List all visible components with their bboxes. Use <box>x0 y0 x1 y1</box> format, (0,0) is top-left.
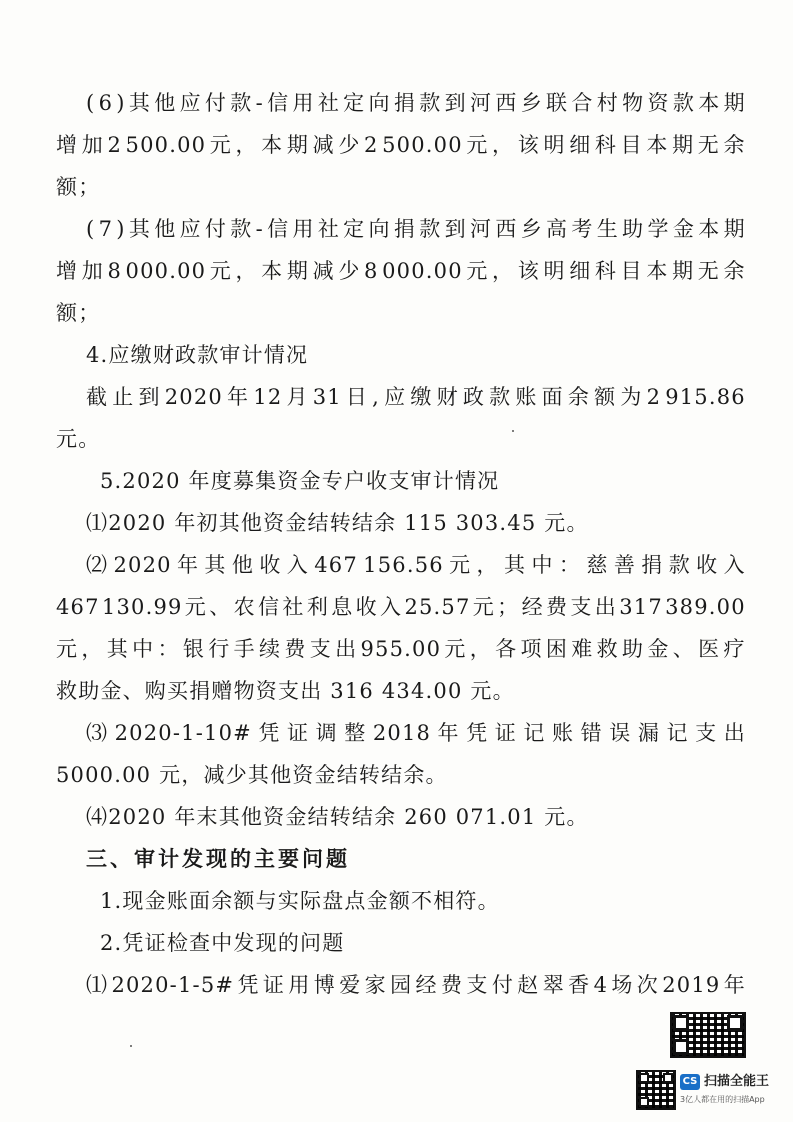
scan-speck <box>130 1045 132 1047</box>
text-line-13: 467 130.99 元 、 农 信 社 利 息 收 入 25.57 元 ； 经 费 支 出 317 389.00 <box>56 595 746 619</box>
scanner-watermark <box>680 1072 790 1114</box>
text-line-11: ⑴2020 年初其他资金结转结余 115 303.45 元。 <box>86 511 589 535</box>
scan-speck <box>512 430 514 432</box>
text-line-3: 额； <box>56 175 101 199</box>
text-line-21: 2.凭证检查中发现的问题 <box>100 931 345 955</box>
text-line-12: ⑵ 2020 年 其 他 收 入 467 156.56 元 ， 其 中 ： 慈 善 捐 款 收 入 <box>86 553 746 577</box>
text-line-20: 1.现金账面余额与实际盘点金额不相符。 <box>100 889 500 913</box>
text-line-22: ⑴ 2020-1-5# 凭 证 用 博 爱 家 园 经 费 支 付 赵 翠 香 4 场 次 2019 年 <box>86 973 746 997</box>
text-line-18: ⑷2020 年末其他资金结转结余 260 071.01 元。 <box>86 805 589 829</box>
text-line-14: 元 ， 其 中 ： 银 行 手 续 费 支 出 955.00 元 ， 各 项 困 难 救 助 金 、 医 疗 <box>56 637 746 661</box>
text-line-4: ( 7 ) 其 他 应 付 款 - 信 用 社 定 向 捐 款 到 河 西 乡 高 考 生 助 学 金 本 期 <box>86 217 746 241</box>
text-line-8: 截 止 到 2020 年 12 月 31 日 , 应 缴 财 政 款 账 面 余 额 为 2 915.86 <box>86 385 746 409</box>
text-line-6: 额； <box>56 301 101 325</box>
text-line-19: 三、审计发现的主要问题 <box>86 847 350 871</box>
text-line-10: 5.2020 年度募集资金专户收支审计情况 <box>100 469 500 493</box>
text-line-7: 4.应缴财政款审计情况 <box>86 343 309 367</box>
text-line-9: 元。 <box>56 427 101 451</box>
qr-code-icon <box>670 1012 746 1058</box>
scanner-qr-icon <box>636 1070 676 1110</box>
text-line-15: 救助金、购买捐赠物资支出 316 434.00 元。 <box>56 679 515 703</box>
text-line-17: 5000.00 元，减少其他资金结转结余。 <box>56 763 448 787</box>
scanner-app-name: 扫描全能王 <box>704 1074 770 1089</box>
text-line-2: 增 加 2 500.00 元 ， 本 期 减 少 2 500.00 元 ， 该 明 细 科 目 本 期 无 余 <box>56 133 746 157</box>
document-body <box>56 82 746 1006</box>
text-line-16: ⑶ 2020-1-10# 凭 证 调 整 2018 年 凭 证 记 账 错 误 漏 记 支 出 <box>86 721 746 745</box>
scanner-tagline: 3亿人都在用的扫描App <box>680 1095 765 1104</box>
text-line-5: 增 加 8 000.00 元 ， 本 期 减 少 8 000.00 元 ， 该 明 细 科 目 本 期 无 余 <box>56 259 746 283</box>
cs-logo-icon: CS <box>680 1074 700 1090</box>
text-line-1: ( 6 ) 其 他 应 付 款 - 信 用 社 定 向 捐 款 到 河 西 乡 联 合 村 物 资 款 本 期 <box>86 91 746 115</box>
